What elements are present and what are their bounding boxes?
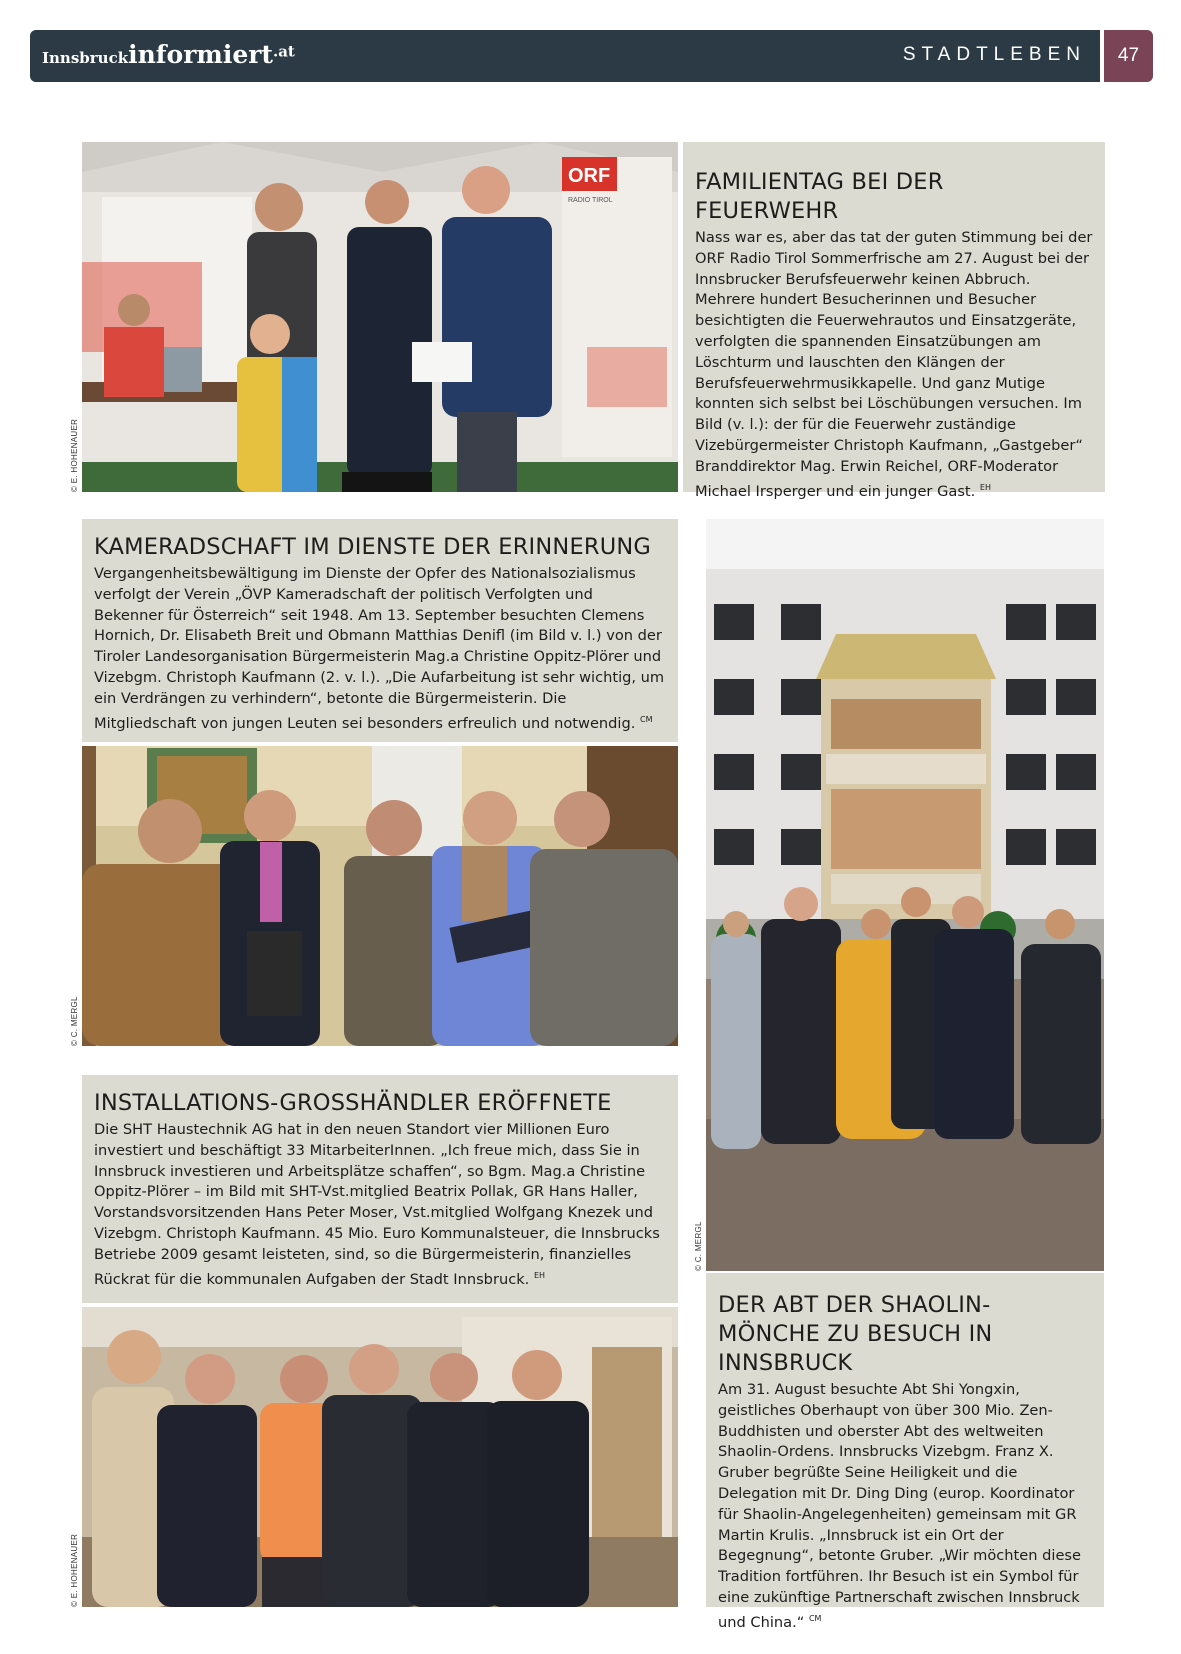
photo-feuerwehr <box>82 142 678 492</box>
article-shaolin <box>706 1273 1104 1631</box>
article-body-kameradschaft: Vergangenheitsbewältigung im Dienste der Opfer des Nationalsozialismus verfolgt der Verein „ÖVP Kameradschaft der politisch Verfolgten und Bekenner für Österreich“ seit 1948. Am 13. September besuchten Clemens Hornich, Dr. Elisabeth Breit und Obmann Matthias Denifl (im Bild v. l.) von der Tiroler Landesorganisation Bürgermeisterin Mag.a Christine Oppitz-Plörer und Vizebgm. Christoph Kaufmann (2. v. l.). „Die Aufarbeitung ist sehr wichtig, um ein Verdrängen zu verhindern“, betonte die Bürgermeisterin. Die Mitgliedschaft von jungen Leuten sei besonders erfreulich und notwendig. $^{CM}$ <box>94 565 665 732</box>
photo-kameradschaft <box>82 746 678 1046</box>
photo-credit-kameradschaft: © C. MERGL <box>70 996 79 1046</box>
article-title-shaolin: DER ABT DER SHAOLIN-MÖNCHE ZU BESUCH IN INNSBRUCK <box>718 1292 993 1376</box>
article-kameradschaft <box>82 519 678 742</box>
photo-credit-shaolin: © C. MERGL <box>694 1221 703 1271</box>
article-title-feuerwehr: FAMILIENTAG BEI DER FEUERWEHR <box>695 169 944 224</box>
article-title-installation: INSTALLATIONS-GROSSHÄNDLER ERÖFFNETE <box>94 1090 612 1116</box>
section-title: STADTLEBEN <box>902 44 1086 65</box>
page-header <box>30 30 1100 82</box>
photo-credit-installation: © E. HOHENAUER <box>70 1533 79 1607</box>
article-title-kameradschaft: KAMERADSCHAFT IM DIENSTE DER ERINNERUNG <box>94 534 652 560</box>
article-feuerwehr <box>683 142 1105 500</box>
author-initials: EH <box>533 1270 546 1280</box>
article-installation <box>82 1075 678 1303</box>
article-body-shaolin: Am 31. August besuchte Abt Shi Yongxin, geistliches Oberhaupt von über 300 Mio. Zen-Buddhisten und oberster Abt des weltweiten Shaolin-Ordens. Innsbrucks Vizebgm. Franz X. Gruber begrüßte Seine Heiligkeit und die Delegation mit Dr. Ding Ding (europ. Koordinator für Shaolin-Angelegenheiten) gemeinsam mit GR Martin Krulis. „Innsbruck ist ein Ort der Begegnung“, betonte Gruber. „Wir möchten diese Tradition fortführen. Ihr Besuch ist ein Symbol für eine zukünftige Partnerschaft zwischen Innsbruck und China.“ $^{CM}$ <box>718 1381 1082 1631</box>
author-initials: CM <box>640 714 653 724</box>
page-number: 47 <box>1104 30 1153 82</box>
article-body-feuerwehr: Nass war es, aber das tat der guten Stimmung bei der ORF Radio Tirol Sommerfrische am 27. August bei der Innsbrucker Berufsfeuerwehr keinen Abbruch. Mehrere hundert Besucherinnen und Besucher besichtigten die Feuerwehrautos und Einsatzgeräte, verfolgten die spannenden Einsatzübungen am Löschturm und lauschten den Klängen der Berufsfeuerwehrmusikkapelle. Und ganz Mutige konnten sich selbst bei Löschübungen versuchen. Im Bild (v. l.): der für die Feuerwehr zuständige Vizebürgermeister Christoph Kaufmann, „Gastgeber“ Branddirektor Mag. Erwin Reichel, ORF-Moderator Michael Irsperger und ein junger Gast. $^{EH}$ <box>695 229 1093 500</box>
photo-shaolin <box>706 519 1104 1271</box>
author-initials: CM <box>808 1613 822 1623</box>
photo-tent-sign: ORF <box>568 165 611 187</box>
brand-logo: Innsbruckinformiert.at <box>42 40 295 69</box>
author-initials: EH <box>979 482 991 492</box>
photo-credit-feuerwehr: © E. HOHENAUER <box>70 418 79 492</box>
photo-tent-sub: RADIO TIROL <box>568 197 613 204</box>
photo-installation <box>82 1307 678 1607</box>
article-body-installation: Die SHT Haustechnik AG hat in den neuen Standort vier Millionen Euro investiert und beschäftigt 33 MitarbeiterInnen. „Ich freue mich, dass Sie in Innsbruck investieren und Arbeitsplätze schaffen“, so Bgm. Mag.a Christine Oppitz-Plörer – im Bild mit SHT-Vst.mitglied Beatrix Pollak, GR Hans Haller, Vorstandsvorsitzenden Hans Peter Moser, Vst.mitglied Wolfgang Knezek und Vizebgm. Christoph Kaufmann. 45 Mio. Euro Kommunalsteuer, die Innsbrucks Betriebe 2009 gesamt leisteten, sind, so die Bürgermeisterin, finanzielles Rückrat für die kommunalen Aufgaben der Stadt Innsbruck. $^{EH}$ <box>94 1121 660 1288</box>
